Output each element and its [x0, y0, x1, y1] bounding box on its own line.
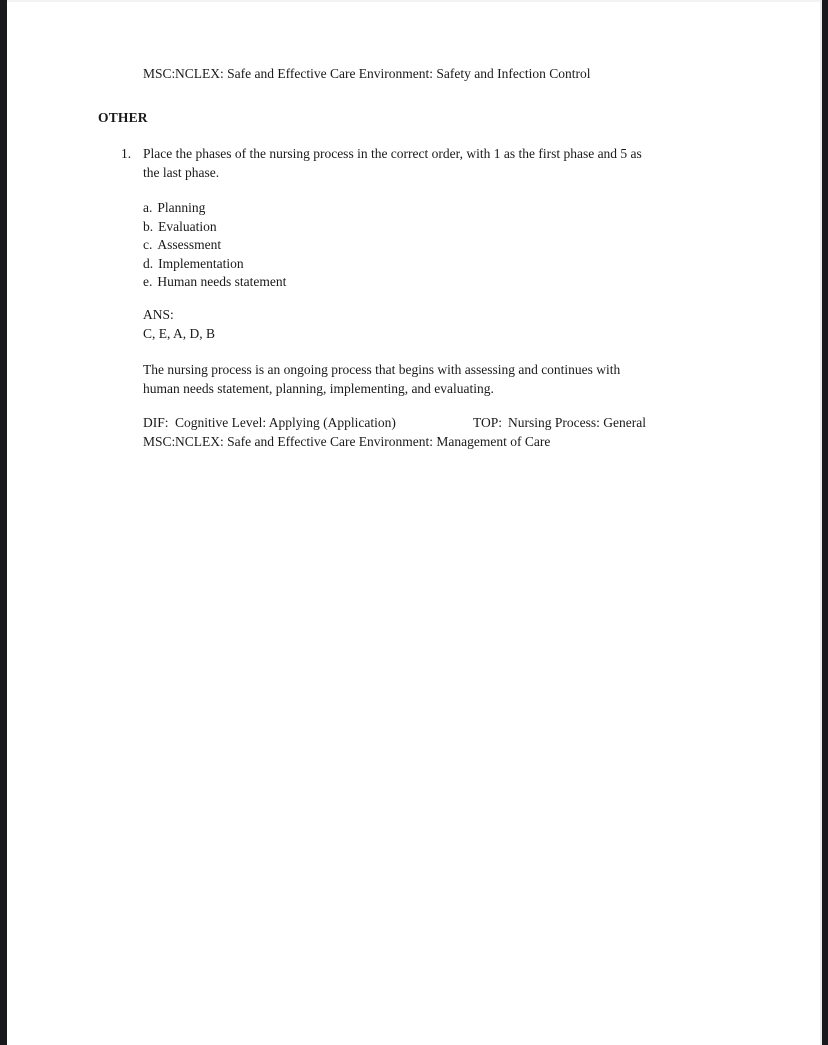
option-text: Planning: [157, 200, 206, 215]
section-heading: OTHER: [98, 110, 148, 125]
option-letter: b.: [143, 218, 154, 234]
question-stem: [143, 145, 743, 182]
msc-row: [143, 433, 743, 452]
dif-value: Cognitive Level: Applying (Application): [175, 415, 396, 430]
option-letter: e.: [143, 274, 153, 289]
top-value: Nursing Process: General: [508, 415, 646, 430]
right-edge-strip: [820, 0, 828, 1045]
option-text: Assessment: [157, 237, 222, 252]
msc-label: MSC:: [143, 66, 176, 81]
msc-label: MSC:: [143, 433, 176, 449]
option-text: Implementation: [158, 255, 244, 271]
top-pair: [473, 414, 646, 433]
answer-label: ANS:: [143, 307, 174, 322]
answer-value: C, E, A, D, B: [143, 325, 216, 341]
option-item: [143, 199, 286, 218]
question-stem-line: the last phase.: [143, 164, 220, 180]
option-letter: d.: [143, 255, 154, 271]
question-stem-line: Place the phases of the nursing process in the correct order, with 1 as the first phase and 5 as: [143, 146, 642, 161]
option-item: [143, 273, 286, 292]
option-letter: a.: [143, 200, 153, 215]
option-letter: c.: [143, 237, 153, 252]
question-metadata: [143, 414, 743, 451]
left-edge-strip: [0, 0, 7, 1045]
dif-label: DIF:: [143, 415, 169, 430]
question-number: 1.: [121, 146, 132, 161]
option-text: Evaluation: [158, 218, 217, 234]
rationale-line: human needs statement, planning, implementing, and evaluating.: [143, 380, 494, 396]
rationale-line: The nursing process is an ongoing process that begins with assessing and continues with: [143, 362, 621, 377]
option-text: Human needs statement: [157, 274, 287, 289]
option-item: [143, 255, 286, 274]
previous-question-msc-line: [143, 65, 783, 84]
rationale-paragraph: [143, 361, 743, 398]
msc-value: NCLEX: Safe and Effective Care Environment: Management of Care: [175, 433, 551, 449]
answer-block: [143, 306, 215, 343]
option-item: [143, 218, 286, 237]
msc-value: NCLEX: Safe and Effective Care Environment: Safety and Infection Control: [175, 66, 591, 81]
option-item: [143, 236, 286, 255]
dif-top-row: [143, 414, 743, 433]
answer-options-list: [143, 199, 286, 292]
top-label: TOP:: [473, 415, 503, 430]
top-edge-line: [0, 0, 828, 2]
